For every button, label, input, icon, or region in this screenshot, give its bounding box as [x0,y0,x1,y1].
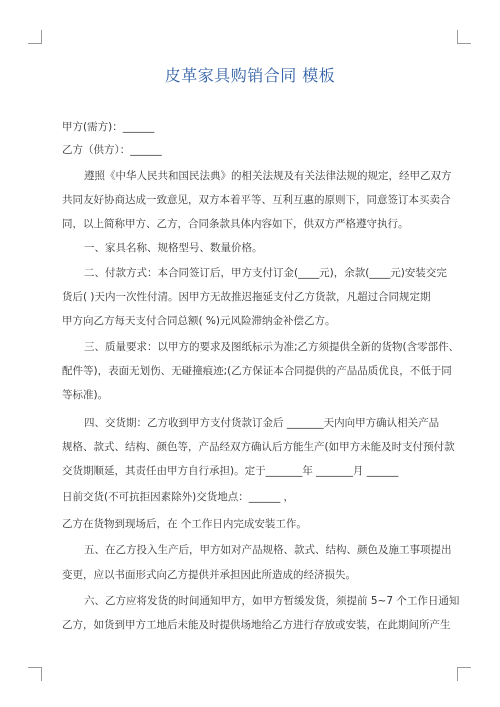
document-title: 皮革家具购销合同 模板 [164,66,336,85]
preamble-line: 遵照《中华人民共和国民法典》的相关法规及有关法律法规的规定，经甲乙双方 [84,170,452,182]
clause-4-line: 乙方在货物到现场后，在 个工作日内完成安装工作。 [62,518,307,530]
party-a-label: 甲方(需方)： [62,121,123,133]
party-b-value: ______ [130,144,162,156]
crop-mark-top-right-h [457,43,471,44]
crop-mark-top-left-h [28,43,42,44]
preamble-line: 共同友好协商达成一致意见，双方本着平等、互利互惠的原则下，同意签订本买卖合 [62,194,451,206]
crop-mark-top-left-v [41,30,42,44]
clause-3-line: 等标准)。 [62,389,109,401]
party-b-label: 乙方（供方）： [62,144,131,156]
party-b-line [62,144,442,157]
crop-mark-bottom-left-v [41,667,42,681]
clause-2-line: 二、付款方式：本合同签订后，甲方支付订金(____元)，余款(____元)安装交完 [84,267,447,279]
clause-5-line: 五、在乙方投入生产后，甲方如对产品规格、款式、结构、颜色及施工事项提出 [84,544,452,556]
crop-mark-top-right-v [457,30,458,44]
clause-4-line: 交货期顺延，其责任由甲方自行承担)。定于_______年 _______月 ______ [62,465,399,477]
party-a-value: ______ [122,121,155,133]
clause-1: 一、家具名称、规格型号、数量价格。 [84,242,263,254]
party-a-line [62,121,442,134]
crop-mark-bottom-left-h [28,667,42,668]
crop-mark-bottom-right-v [457,667,458,681]
clause-2-line: 甲方向乙方每天支付合同总额( %)元风险滞纳金补偿乙方。 [62,315,336,327]
clause-5-line: 变更，应以书面形式向乙方提供并承担因此所造成的经济损失。 [62,569,356,581]
clause-4-line: 规格、款式、结构、颜色等，产品经双方确认后方能生产(如甲方未能及时支付预付款 [62,441,455,453]
clause-2-line: 货后( )天内一次性付清。因甲方无故推迟拖延支付乙方货款，凡超过合同规定期 [62,291,431,303]
clause-3-line: 三、质量要求：以甲方的要求及图纸标示为准;乙方须提供全新的货物(含零部件、 [84,341,460,353]
clause-4-line: 四、交货期：乙方收到甲方支付货款订金后 _______天内向甲方确认相关产品 [84,417,440,429]
clause-6-line: 乙方，如货到甲方工地后未能及时提供场地给乙方进行存放或安装，在此期间所产生 [62,619,451,631]
crop-mark-bottom-right-h [457,667,471,668]
clause-4-line: 日前交货(不可抗拒因素除外)交货地点：______ ， [62,491,295,503]
clause-6-line: 六、乙方应将发货的时间通知甲方，如甲方暂缓发货，须提前 5~7 个工作日通知 [84,595,460,607]
preamble-line: 同，以上简称甲方、乙方，合同条款具体内容如下，供双方严格遵守执行。 [62,218,409,230]
clause-3-line: 配件等)，表面无划伤、无碰撞痕迹;(乙方保证本合同提供的产品品质优良，不低于同 [62,365,452,377]
